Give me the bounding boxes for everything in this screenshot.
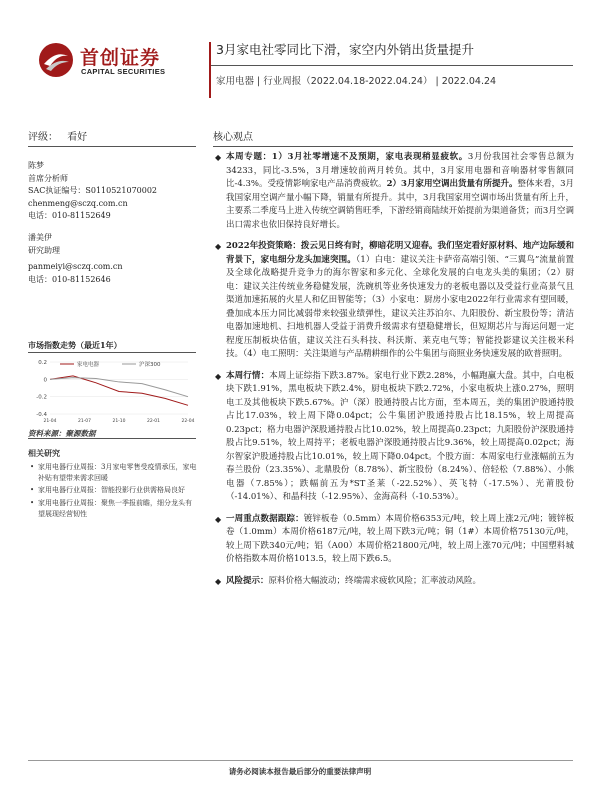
chart-ytick-label: 0 (43, 377, 47, 384)
market-lead: 本周行情： (226, 370, 270, 381)
weekly-topic-body-2: 整体来看，3月我国家用空调产量小幅下降，销量有所提升。其中，3月我国家用空调市场出货量有所上升，主要系二季度马上进入传统空调销售旺季，下游经销商陆续开始提前为渠道备货；而3月空调出口需求也依旧保持良好增长。 (226, 179, 574, 230)
chart-xtick-label: 21-04 (43, 419, 57, 424)
analyst-email[interactable]: chenmeng@sczq.com.cn (28, 198, 128, 208)
risk-body: 原料价格大幅波动；终端需求疲软风险；汇率波动风险。 (268, 575, 482, 586)
risk-lead: 风险提示： (226, 575, 269, 586)
rating-value: 看好 (67, 132, 88, 143)
related-research (28, 448, 198, 522)
related-list (28, 462, 198, 520)
rating-label: 评级： (28, 132, 58, 143)
chart-xtick-label: 22-01 (146, 419, 161, 424)
footer-divider (28, 760, 573, 761)
data-tracking-body: 镀锌板卷（0.5mm）本周价格6353元/吨，较上周上涨2元/吨；镀锌板卷（1.0mm）本周价格6187元/吨，较上周下跌3元/吨；铜（1#）本周价格75130元/吨，较上周下跌340元/吨；铝（A00）本周价格21800元/吨，较上周上涨70元/吨；中国塑料城价格指数本周价格1013.5，较上周下跌6.5。 (226, 513, 574, 564)
bullet-icon: ◆ (215, 514, 222, 524)
analyst-name: 陈梦 (28, 161, 44, 170)
capital-securities-logo-icon (38, 42, 74, 78)
bullet-data-tracking (214, 513, 574, 567)
related-title: 相关研究 (28, 448, 60, 458)
analyst-card (28, 160, 200, 223)
analyst-role: 首席分析师 (28, 173, 68, 183)
weekly-topic-lead: 本周专题：1）3月社零增速不及预期，家电表现稍显疲软。 (226, 152, 468, 162)
chart-series-line (50, 378, 188, 397)
related-item[interactable]: • 家用电器行业周报：智能投影行业供需格局良好 (28, 485, 198, 496)
related-item[interactable]: • 家用电器行业周报：聚焦一季报前瞻，细分龙头有望展现经营韧性 (28, 498, 198, 520)
chart-ytick-label: -0.4 (36, 412, 47, 418)
core-views-content (214, 151, 574, 592)
bullet-icon: ◆ (215, 153, 222, 162)
chart-title: 市场指数走势（最近1年） (28, 340, 122, 350)
chart-xtick-label: 21-07 (77, 419, 92, 424)
related-item[interactable]: • 家用电器行业周报：3月家电零售受疫情承压，家电补贴有望带来需求回暖 (28, 462, 198, 484)
bullet-icon: ◆ (215, 576, 222, 586)
strategy-lead: 2022年投资策略：拨云见日终有时，柳暗花明又迎春。我们坚定看好原材料、地产边际缓和背景下，家电细分龙头加速突围。 (226, 241, 574, 265)
analyst-list (28, 160, 200, 295)
chart-source-divider (28, 438, 196, 439)
chart-source: 资料来源：聚源数据 (28, 429, 96, 438)
analyst-card (28, 232, 200, 286)
header-accent-bar (209, 42, 211, 98)
analyst-license: SAC执证编号：S0110521070002 (28, 186, 158, 196)
rating-divider (28, 146, 196, 147)
chart-divider (28, 352, 196, 353)
market-body: 本周上证综指下跌3.87%。家电行业下跌2.28%，小幅跑赢大盘。其中，白电板块下跌1.91%，黑电板块下跌2.4%，厨电板块下跌2.72%，小家电板块上涨0.27%，照明电工及其他板块下跌5.67%。沪（深）股通持股占比方面，至本周五，美的集团沪股通持股占比17.03%，较上周下降0.04pct；公牛集团沪股通持股占比18.15%，较上周提高0.23pct；格力电器沪深股通持股占比10.02%，较上周提高0.23pct；九阳股份沪深股通持股占比9.51%，较上周持平；老板电器沪深股通持股占比9.36%，较上周提高0.02pct；海尔智家沪股通持股占比10.01%，较上周下降0.04pct。个股方面：本周家电行业涨幅前五为春兰股份（23.35%）、北鼎股份（8.78%）、新宝股份（8.24%）、倍轻松（7.88%）、小熊电器（7.85%）；跌幅前五为*ST圣莱（-22.52%）、英飞特（-17.5%）、光莆股份（-14.01%）、和晶科技（-12.95%）、金海高科（-10.53%）。 (226, 370, 574, 502)
bullet-strategy (214, 240, 574, 362)
core-views-divider (213, 146, 573, 147)
chart-ytick-label: -0.2 (36, 394, 47, 401)
bullet-risk (214, 575, 574, 589)
core-views-title: 核心观点 (213, 132, 253, 143)
analyst-phone: 电话：010-81152649 (28, 211, 111, 221)
bullet-icon: ◆ (215, 371, 222, 381)
header-divider (211, 65, 573, 66)
bullet-weekly-topic (214, 151, 574, 232)
logo-en-text: CAPITAL SECURITIES (81, 67, 166, 76)
report-title: 3月家电社零同比下滑，家空内外销出货量提升 (216, 42, 474, 57)
bullet-icon: ◆ (215, 242, 222, 251)
chart-ytick-label: 0.2 (38, 360, 47, 366)
analyst-phone: 电话：010-81152646 (28, 274, 111, 284)
chart-xtick-label: 21-10 (112, 419, 126, 424)
company-logo (38, 40, 188, 80)
rating (28, 128, 87, 143)
weekly-topic-lead-2: 2）3月家用空调出货量有所提升。 (386, 179, 518, 189)
report-subtitle: 家用电器 | 行业周报（2022.04.18-2022.04.24） | 2022.04.24 (216, 76, 497, 87)
logo-cn-text: 首创证券 (80, 47, 161, 69)
legal-disclaimer: 请务必阅读本报告最后部分的重要法律声明 (228, 767, 372, 776)
analyst-role: 研究助理 (28, 245, 60, 255)
analyst-email[interactable]: panmeiyi@sczq.com.cn (28, 262, 123, 272)
data-tracking-lead: 一周重点数据跟踪： (226, 513, 304, 524)
analyst-name: 潘美伊 (28, 232, 52, 242)
market-index-chart (28, 356, 196, 424)
chart-legend-label: 家电电器 (77, 362, 100, 368)
weekly-topic-body: 3月份我国社会零售总额为34233，同比-3.5%，3月增速较前两月转负。其中，3月家用电器和音响器材零售额同比-4.3%。受疫情影响家电产品消费疲软。 (226, 152, 574, 189)
chart-legend-label: 沪深300 (139, 362, 161, 368)
chart-xtick-label: 22-04 (181, 419, 195, 424)
line-chart-svg (28, 356, 196, 424)
strategy-body: （1）白电：建议关注卡萨帝高端引领、“三翼鸟”流量前置及全球化战略提升竞争力的海尔智家和多元化、全球化发展的白电龙头美的集团；（2）厨电：建议关注传统业务稳健发展，洗碗机等业务快速发力的老板电器以及受益行业高景气且渠道加速拓展的火星人和亿田智能等；（3）小家电：厨房小家电2022年行业需求有望回暖，叠加成本压力同比减弱带来较强业绩弹性，建议关注苏泊尔、九阳股份、新宝股份等；清洁电器加速地机、扫地机器人受益于消费升级需求有望稳健增长，但短期芯片与海运问题一定程度压制板块估值，建议关注石头科技、科沃斯、莱克电气等；智能投影建议关注极米科技。（4）电工照明：关注渠道与产品精耕细作的公牛集团与商照业务快速发展的欧普照明。 (226, 254, 574, 359)
bullet-market (214, 370, 574, 505)
